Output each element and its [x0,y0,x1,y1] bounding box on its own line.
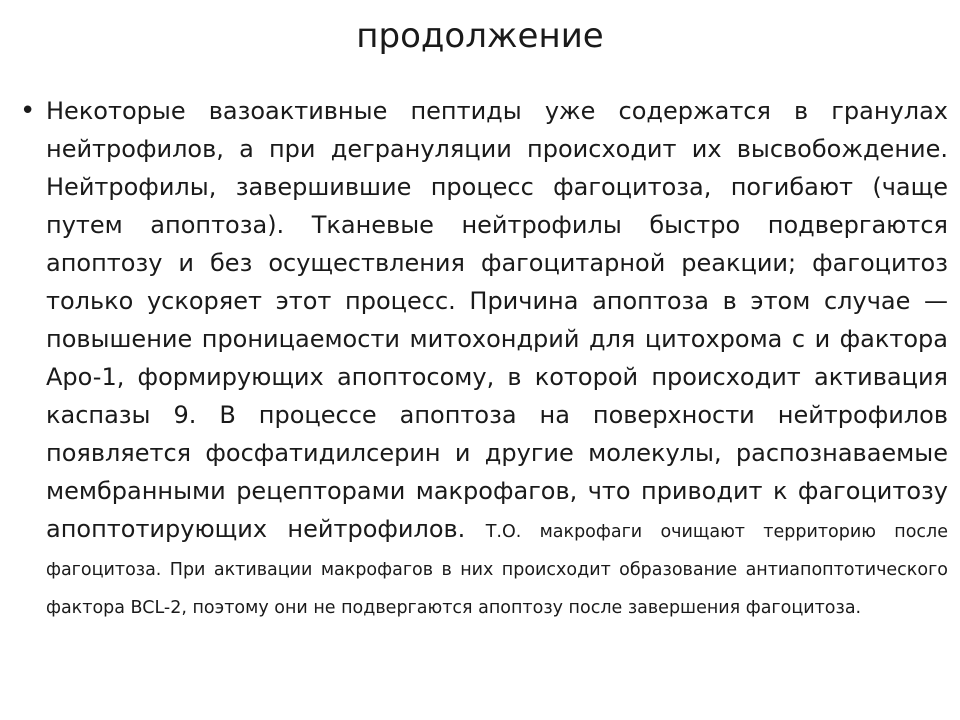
main-text: Некоторые вазоактивные пептиды уже содержатся в гранулах нейтрофилов, а при дегрануляции происходит их высвобождение. Нейтрофилы, завершившие процесс фагоцитоза, погибают (чаще путем апоптоза). Тканевые нейтрофилы быстро подвергаются апоптозу и без осуществления фагоцитарной реакции; фагоцитоз только ускоряет этот процесс. Причина апоптоза в этом случае — повышение проницаемости митохондрий для цитохрома с и фактора Apo-1, формирующих апоптосому, в которой происходит активация каспазы 9. В процессе апоптоза на поверхности нейтрофилов появляется фосфатидилсерин и другие молекулы, распознаваемые мембранными рецепторами макрофагов, что приводит к фагоцитозу апоптотирующих нейтрофилов. [46,97,948,543]
slide-content [20,92,948,624]
bullet-paragraph [46,92,948,624]
slide-title: продолжение [356,16,604,56]
small-text: Т.О. макрофаги очищают территорию после фагоцитоза. При активации макрофагов в них происходит образование антиапоптотического фактора BCL-2, поэтому они не подвергаются апоптозу после завершения фагоцитоза. [46,522,948,618]
bullet-marker: • [20,96,36,126]
